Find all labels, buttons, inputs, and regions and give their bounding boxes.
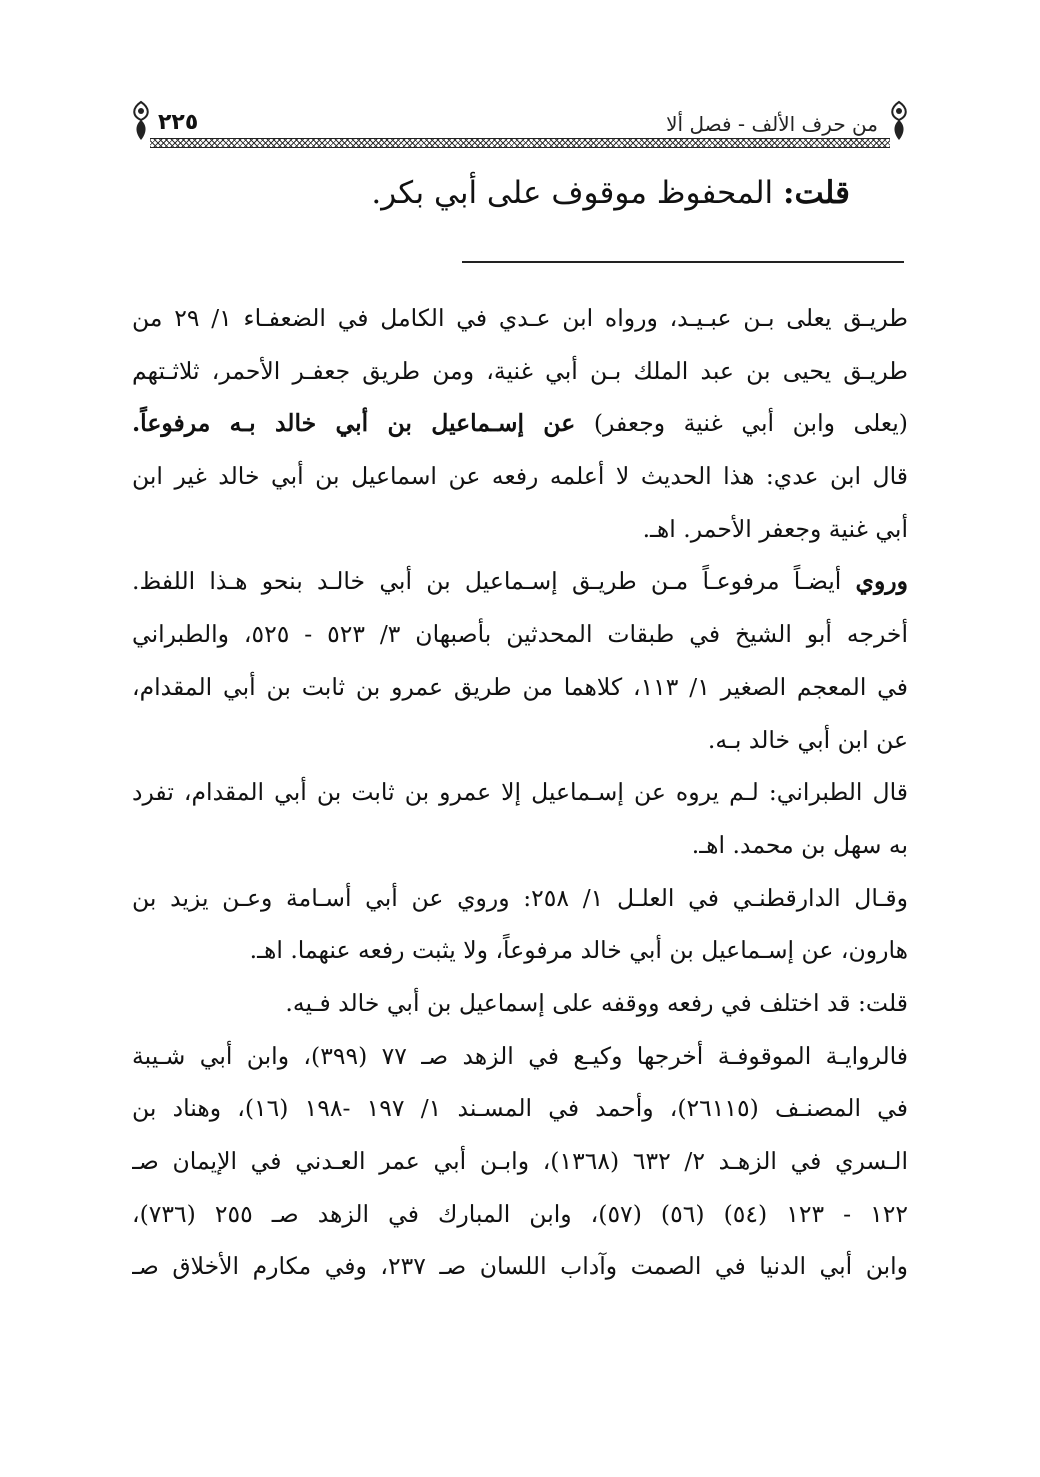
text-line	[132, 1240, 908, 1293]
line-text: الـسري في الزهـد ٢/ ٦٣٢ (١٣٦٨)، وابـن أبي عمر العـدني في الإيمان صـ	[132, 1147, 908, 1175]
text-line	[132, 1188, 908, 1241]
line-text: في المصنـف (٢٦١١٥)، وأحمد في المسـند ١/ ١٩٧ -١٩٨ (١٦)، وهناد بن	[132, 1094, 908, 1123]
line-text: أبي غنية وجعفر الأحمر. اهـ.	[642, 514, 908, 543]
text-line	[132, 397, 908, 450]
line-text: ١٢٢ - ١٢٣ (٥٤) (٥٦) (٥٧)، وابن المبارك في الزهد صـ ٢٥٥ (٧٣٦)،	[132, 1199, 908, 1228]
line-text: فالروايـة الموقوفـة أخرجها وكيـع في الزهد صـ ٧٧ (٣٩٩)، وابن أبي شـيبة	[132, 1041, 908, 1070]
text-line	[132, 345, 908, 398]
bold-phrase: وروي	[855, 567, 908, 596]
header-rule	[150, 138, 890, 148]
text-line	[132, 977, 908, 1030]
line-text: طريـق يحيى بن عبد الملك بـن أبي غنية، ومن طريق جعفـر الأحمر، ثلاثـتهم	[132, 356, 908, 385]
text-line	[132, 1030, 908, 1083]
text-line	[132, 555, 908, 608]
text-line	[132, 661, 908, 714]
text-line	[132, 872, 908, 925]
bold-phrase: عن إسـماعيل بن أبي خالد بـه مرفوعاً.	[132, 409, 576, 438]
opening-label: قلت:	[783, 175, 850, 211]
line-text: في المعجم الصغير ١/ ١١٣، كلاهما من طريق عمرو بن ثابت بن أبي المقدام،	[132, 672, 908, 701]
line-text: عن ابن أبي خالد بـه.	[707, 725, 908, 754]
line-text: قال ابن عدي: هذا الحديث لا أعلمه رفعه عن اسماعيل بن أبي خالد غير ابن	[132, 462, 908, 491]
text-line	[132, 450, 908, 503]
line-text: طريـق يعلى بـن عبـيـد، ورواه ابن عـدي في الكامل في الضعفـاء ١/ ٢٩ من	[132, 304, 908, 332]
line-text: أخرجه أبو الشيخ في طبقات المحدثين بأصبهان ٣/ ٥٢٣ - ٥٢٥، والطبراني	[132, 620, 908, 649]
line-text: وابن أبي الدنيا في الصمت وآداب اللسان صـ ٢٣٧، وفي مكارم الأخلاق صـ	[132, 1252, 908, 1281]
text-line	[132, 924, 908, 977]
text-line	[132, 503, 908, 556]
line-text: (يعلى وابن أبي غنية وجعفر)	[575, 409, 908, 438]
text-line	[132, 766, 908, 819]
text-line	[132, 1135, 908, 1188]
text-line	[132, 292, 908, 345]
text-line	[132, 819, 908, 872]
line-text: به سهل بن محمد. اهـ.	[691, 830, 908, 859]
line-text: وقـال الدارقطنـي في العلـل ١/ ٢٥٨: وروي عن أبي أسـامة وعـن يزيد بن	[132, 883, 908, 912]
text-line	[132, 714, 908, 767]
text-line	[132, 1082, 908, 1135]
line-text: هارون، عن إسـماعيل بن أبي خالد مرفوعاً، ولا يثبت رفعه عنهما. اهـ.	[249, 936, 908, 965]
line-text: قال الطبراني: لـم يروه عن إسـماعيل إلا عمرو بن ثابت بن أبي المقدام، تفرد	[132, 778, 908, 807]
footnote-body	[132, 292, 908, 1293]
opening-text: المحفوظ موقوف على أبي بكر.	[371, 175, 784, 211]
footnote-divider	[462, 261, 904, 263]
text-line	[132, 608, 908, 661]
running-header	[128, 100, 912, 144]
header-title: من حرف الألف - فصل ألا	[666, 112, 878, 136]
line-text: أيضـاً مرفوعـاً مـن طريـق إسـماعيل بن أبي خالـد بنحو هـذا اللفظ.	[132, 567, 856, 596]
line-text: قلت: قد اختلف في رفعه ووقفه على إسماعيل بن أبي خالد فـيه.	[285, 988, 908, 1017]
page-number: ٢٢٥	[158, 110, 199, 135]
opening-statement	[130, 168, 850, 218]
